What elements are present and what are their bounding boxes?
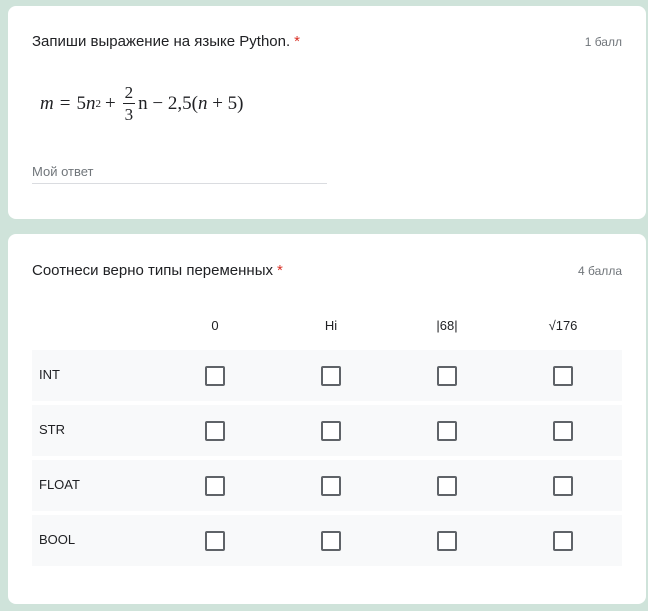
- column-header: |68|: [436, 318, 458, 333]
- required-asterisk: *: [294, 33, 300, 50]
- formula-equals: =: [59, 92, 71, 114]
- formula-exponent: 2: [95, 97, 101, 110]
- formula-var-m: m: [40, 92, 54, 114]
- checkbox[interactable]: [205, 366, 225, 386]
- grid-row-bool: [32, 515, 622, 566]
- grid-row-str: [32, 405, 622, 456]
- grid-row-float: [32, 460, 622, 511]
- checkbox[interactable]: [437, 531, 457, 551]
- required-asterisk: *: [276, 262, 283, 279]
- checkbox-grid: [32, 310, 622, 570]
- formula-image: [40, 84, 244, 123]
- checkbox[interactable]: [437, 421, 457, 441]
- row-label: FLOAT: [39, 477, 80, 492]
- formula-plus: +: [104, 92, 116, 114]
- formula-inner-var: n: [197, 92, 208, 114]
- checkbox[interactable]: [205, 476, 225, 496]
- grid-header: [32, 310, 622, 350]
- column-header: 0: [211, 318, 219, 333]
- formula-var-n: n: [85, 92, 96, 114]
- fraction-numerator: 2: [124, 83, 134, 102]
- question-title: Запиши выражение на языке Python. *: [32, 33, 300, 50]
- question-card-1: [8, 6, 646, 219]
- checkbox[interactable]: [553, 366, 573, 386]
- question-card-2: [8, 234, 646, 604]
- checkbox[interactable]: [205, 531, 225, 551]
- row-label: STR: [39, 422, 65, 437]
- fraction-denominator: 3: [124, 105, 134, 124]
- checkbox[interactable]: [553, 476, 573, 496]
- question-title: Соотнеси верно типы переменных *: [32, 262, 283, 279]
- formula-end: + 5): [207, 92, 244, 114]
- grid-row-int: [32, 350, 622, 401]
- formula-tail: n − 2,5(: [138, 92, 198, 114]
- column-header: Hi: [324, 318, 338, 333]
- checkbox[interactable]: [321, 531, 341, 551]
- formula-coef: 5: [76, 92, 86, 114]
- checkbox[interactable]: [321, 476, 341, 496]
- checkbox[interactable]: [437, 366, 457, 386]
- column-header: √176: [548, 318, 578, 333]
- formula-fraction: [123, 84, 136, 123]
- points-label: 1 балл: [584, 35, 622, 49]
- row-label: BOOL: [39, 532, 76, 547]
- checkbox[interactable]: [321, 366, 341, 386]
- checkbox[interactable]: [437, 476, 457, 496]
- checkbox[interactable]: [553, 421, 573, 441]
- answer-input[interactable]: Мой ответ: [32, 164, 327, 184]
- checkbox[interactable]: [553, 531, 573, 551]
- points-label: 4 балла: [578, 264, 622, 278]
- checkbox[interactable]: [205, 421, 225, 441]
- row-label: INT: [39, 367, 60, 382]
- checkbox[interactable]: [321, 421, 341, 441]
